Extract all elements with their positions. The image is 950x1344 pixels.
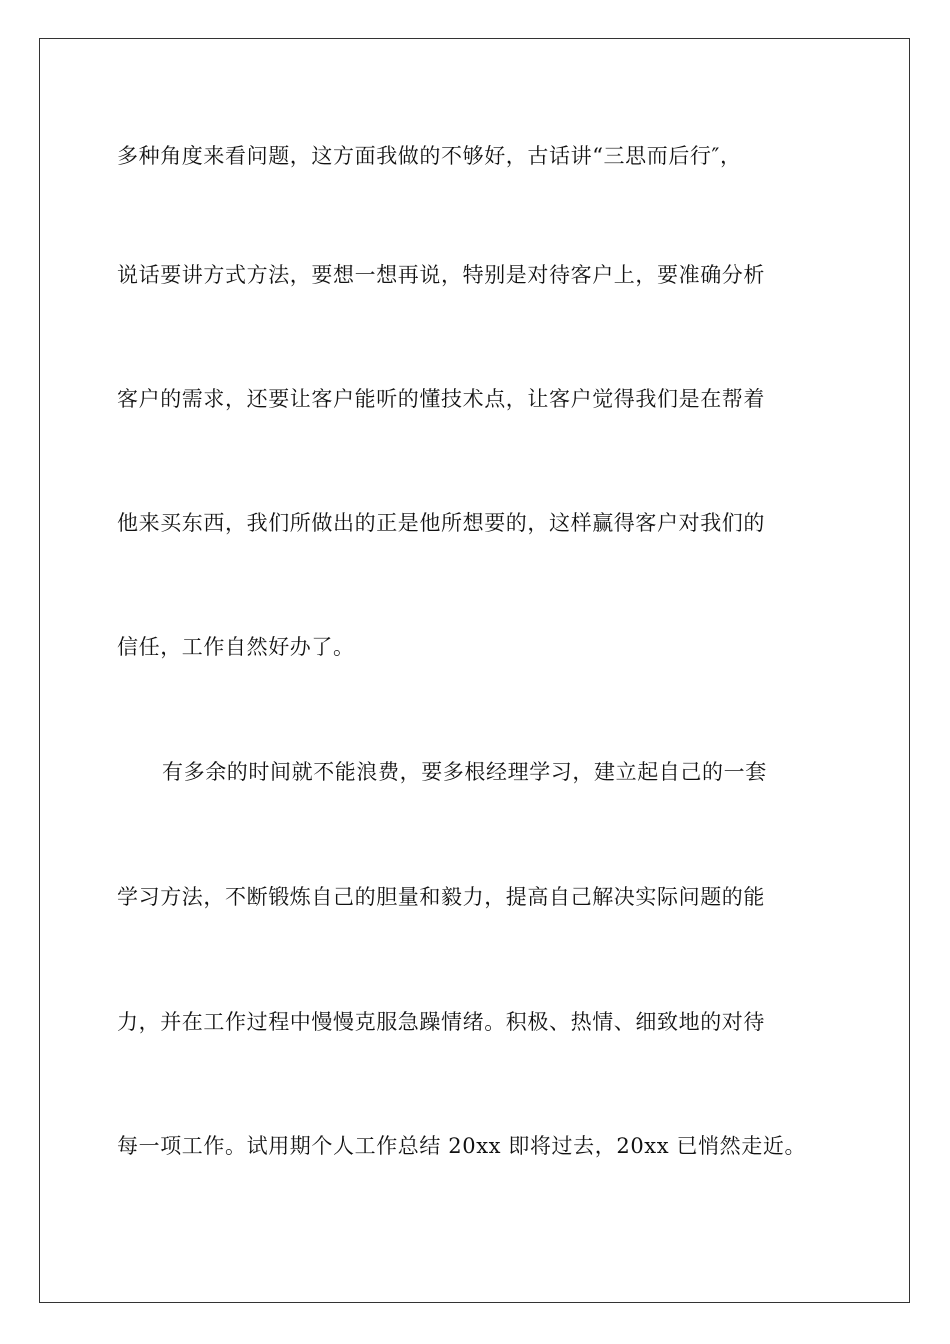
paragraph-line-7: 学习方法，不断锻炼自己的胆量和毅力，提高自己解决实际问题的能 xyxy=(117,885,765,909)
page-border xyxy=(39,38,910,1303)
paragraph-line-2: 说话要讲方式方法，要想一想再说，特别是对待客户上，要准确分析 xyxy=(117,263,765,287)
paragraph-line-1: 多种角度来看问题，这方面我做的不够好，古话讲“三思而后行″， xyxy=(117,144,742,168)
paragraph-line-4: 他来买东西，我们所做出的正是他所想要的，这样赢得客户对我们的 xyxy=(117,511,765,535)
paragraph-line-5: 信任，工作自然好办了。 xyxy=(117,635,355,659)
paragraph-line-9: 每一项工作。试用期个人工作总结 20xx 即将过去，20xx 已悄然走近。 xyxy=(117,1134,807,1158)
paragraph-line-3: 客户的需求，还要让客户能听的懂技术点，让客户觉得我们是在帮着 xyxy=(117,387,765,411)
paragraph-line-6: 有多余的时间就不能浪费，要多根经理学习，建立起自己的一套 xyxy=(162,760,767,784)
paragraph-line-8: 力，并在工作过程中慢慢克服急躁情绪。积极、热情、细致地的对待 xyxy=(117,1010,765,1034)
